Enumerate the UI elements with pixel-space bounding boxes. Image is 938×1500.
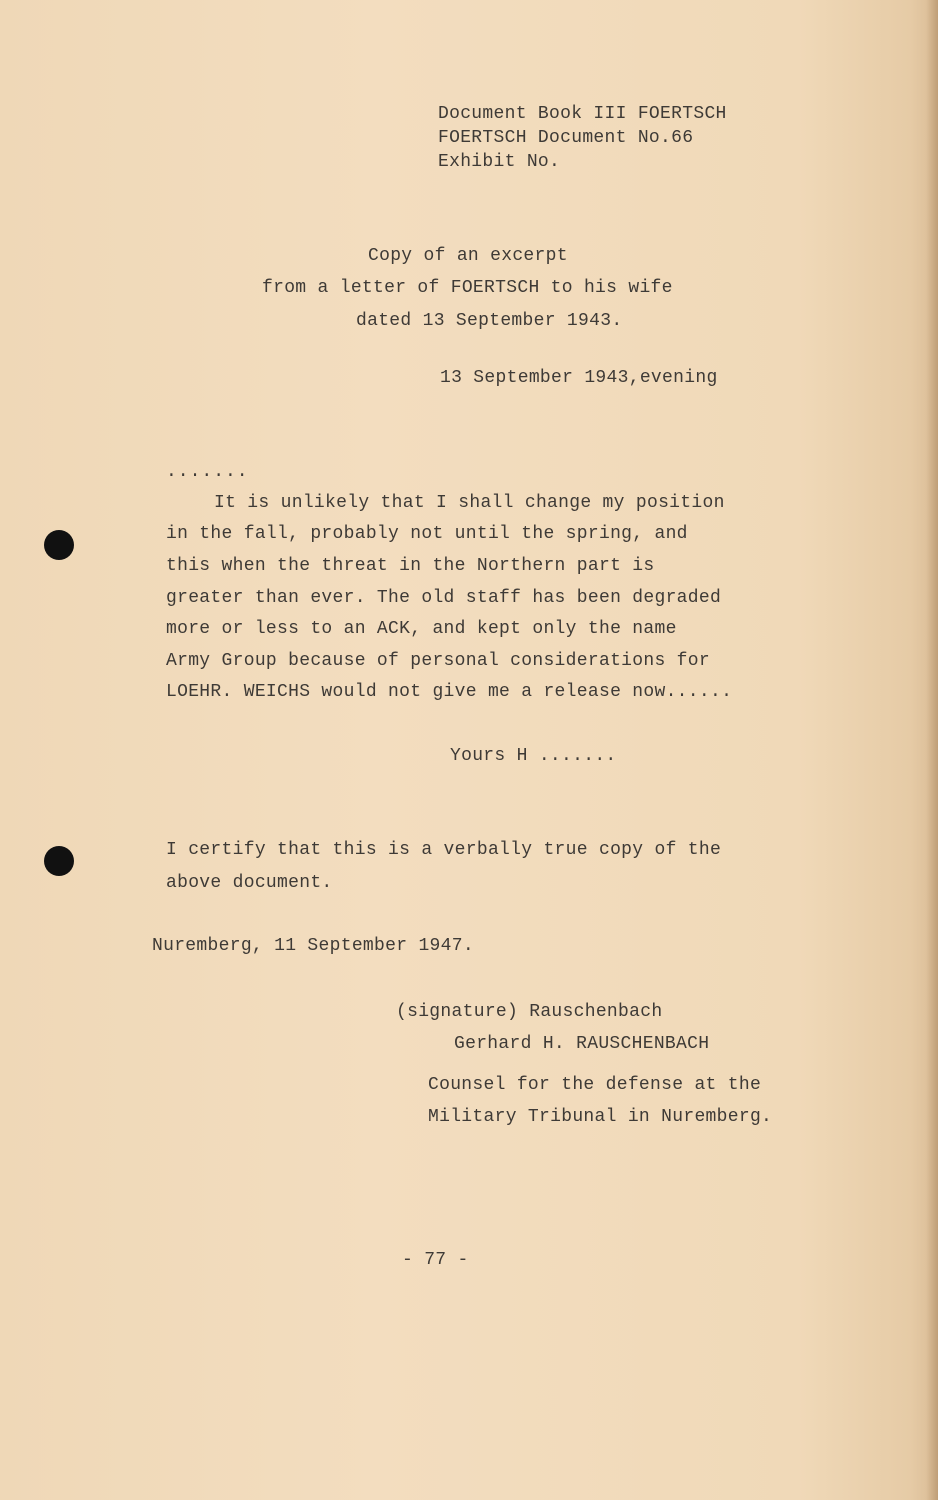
header-document-number: FOERTSCH Document No.66	[438, 128, 694, 148]
title-line-1: Copy of an excerpt	[368, 246, 568, 266]
omission-ellipsis: .......	[166, 462, 249, 482]
signatory-role-line-1: Counsel for the defense at the	[428, 1075, 762, 1095]
title-line-3: dated 13 September 1943.	[356, 311, 623, 331]
letter-dateline: 13 September 1943,evening	[440, 368, 718, 388]
letter-body-line: LOEHR. WEICHS would not give me a release now......	[166, 682, 733, 702]
certification-line-2: above document.	[166, 873, 333, 893]
letter-closing: Yours H .......	[450, 746, 617, 766]
punch-hole-top	[44, 530, 74, 560]
signatory-role-line-2: Military Tribunal in Nuremberg.	[428, 1107, 773, 1127]
page-number: - 77 -	[402, 1250, 469, 1270]
title-line-2: from a letter of FOERTSCH to his wife	[262, 278, 673, 298]
letter-body-line: Army Group because of personal considerations for	[166, 651, 710, 671]
signatory-name: Gerhard H. RAUSCHENBACH	[454, 1034, 710, 1054]
letter-body-line: greater than ever. The old staff has been degraded	[166, 588, 722, 608]
punch-hole-bottom	[44, 846, 74, 876]
letter-body-line: It is unlikely that I shall change my position	[214, 493, 725, 513]
header-document-book: Document Book III FOERTSCH	[438, 104, 727, 124]
place-and-date: Nuremberg, 11 September 1947.	[152, 936, 474, 956]
letter-body-line: in the fall, probably not until the spring, and	[166, 524, 688, 544]
paper-edge-shadow	[926, 0, 938, 1500]
letter-body-line: this when the threat in the Northern part is	[166, 556, 655, 576]
certification-line-1: I certify that this is a verbally true copy of the	[166, 840, 722, 860]
letter-body-line: more or less to an ACK, and kept only the name	[166, 619, 677, 639]
signature-line: (signature) Rauschenbach	[396, 1002, 663, 1022]
header-exhibit-number: Exhibit No.	[438, 152, 561, 172]
